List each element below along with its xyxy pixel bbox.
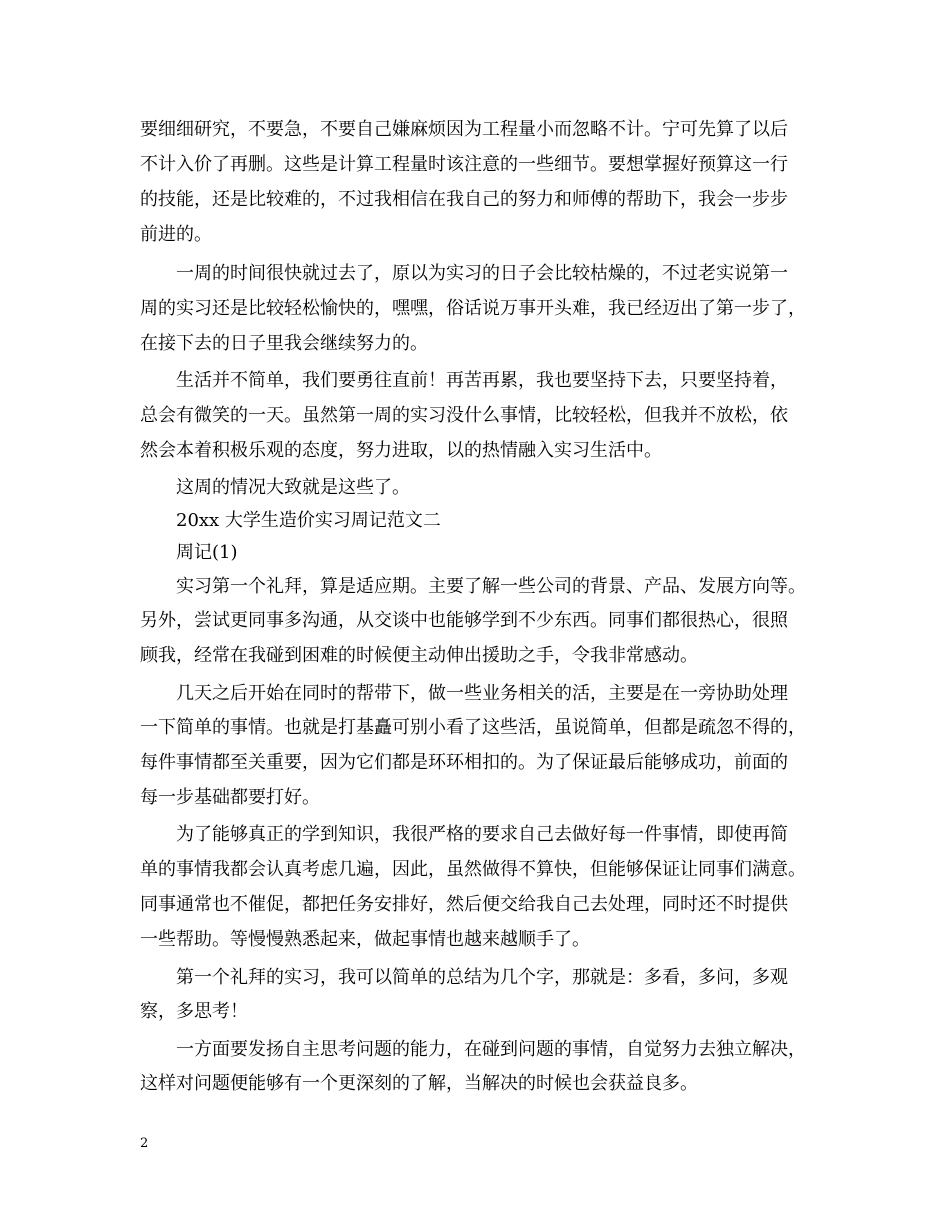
text-line: 然会本着积极乐观的态度，努力进取，以的热情融入实习生活中。: [140, 440, 662, 461]
text-line: 这样对问题便能够有一个更深刻的了解，当解决的时候也会获益良多。: [140, 1073, 698, 1094]
text-line: 要细细研究，不要急，不要自己嫌麻烦因为工程量小而忽略不计。宁可先算了以后: [140, 119, 788, 140]
text-line: 的技能，还是比较难的，不过我相信在我自己的努力和师傅的帮助下，我会一步步: [140, 189, 788, 210]
text-line: 察，多思考！: [140, 1001, 248, 1022]
text-line: 顾我，经常在我碰到困难的时候便主动伸出援助之手，令我非常感动。: [140, 645, 698, 666]
section-subtitle: 周记(1): [176, 542, 238, 563]
text-line: 一周的时间很快就过去了，原以为实习的日子会比较枯燥的，不过老实说第一: [176, 263, 788, 284]
text-line: 生活并不简单，我们要勇往直前！再苦再累，我也要坚持下去，只要坚持着，: [176, 370, 788, 391]
text-line: 这周的情况大致就是这些了。: [176, 477, 410, 498]
text-line: 另外，尝试更同事多沟通，从交谈中也能够学到不少东西。同事们都很热心，很照: [140, 610, 788, 631]
text-line: 周的实习还是比较轻松愉快的，嘿嘿，俗话说万事开头难，我已经迈出了第一步了，: [140, 298, 806, 319]
text-line: 一方面要发扬自主思考问题的能力，在碰到问题的事情，自觉努力去独立解决，: [176, 1039, 806, 1060]
text-line: 在接下去的日子里我会继续努力的。: [140, 333, 428, 354]
page-number: 2: [140, 1136, 149, 1151]
text-line: 每一步基础都要打好。: [140, 787, 320, 808]
text-line: 每件事情都至关重要，因为它们都是环环相扣的。为了保证最后能够成功，前面的: [140, 752, 788, 773]
text-line: 第一个礼拜的实习，我可以简单的总结为几个字，那就是：多看，多问，多观: [176, 967, 788, 988]
text-line: 前进的。: [140, 224, 212, 245]
text-line: 同事通常也不催促，都把任务安排好，然后便交给我自己去处理，同时还不时提供: [140, 894, 788, 915]
text-line: 一下简单的事情。也就是打基矗可别小看了这些活，虽说简单，但都是疏忽不得的，: [140, 717, 806, 738]
text-line: 单的事情我都会认真考虑几遍，因此，虽然做得不算快，但能够保证让同事们满意。: [140, 859, 806, 880]
text-line: 一些帮助。等慢慢熟悉起来，做起事情也越来越顺手了。: [140, 929, 590, 950]
text-line: 实习第一个礼拜，算是适应期。主要了解一些公司的背景、产品、发展方向等。: [176, 576, 806, 597]
text-line: 为了能够真正的学到知识，我很严格的要求自己去做好每一件事情，即使再简: [176, 824, 788, 845]
text-line: 不计入价了再删。这些是计算工程量时该注意的一些细节。要想掌握好预算这一行: [140, 154, 788, 175]
section-title: 20xx 大学生造价实习周记范文二: [176, 510, 441, 531]
text-line: 几天之后开始在同时的帮带下，做一些业务相关的活，主要是在一旁协助处理: [176, 683, 788, 704]
text-line: 总会有微笑的一天。虽然第一周的实习没什么事情，比较轻松，但我并不放松，依: [140, 405, 788, 426]
